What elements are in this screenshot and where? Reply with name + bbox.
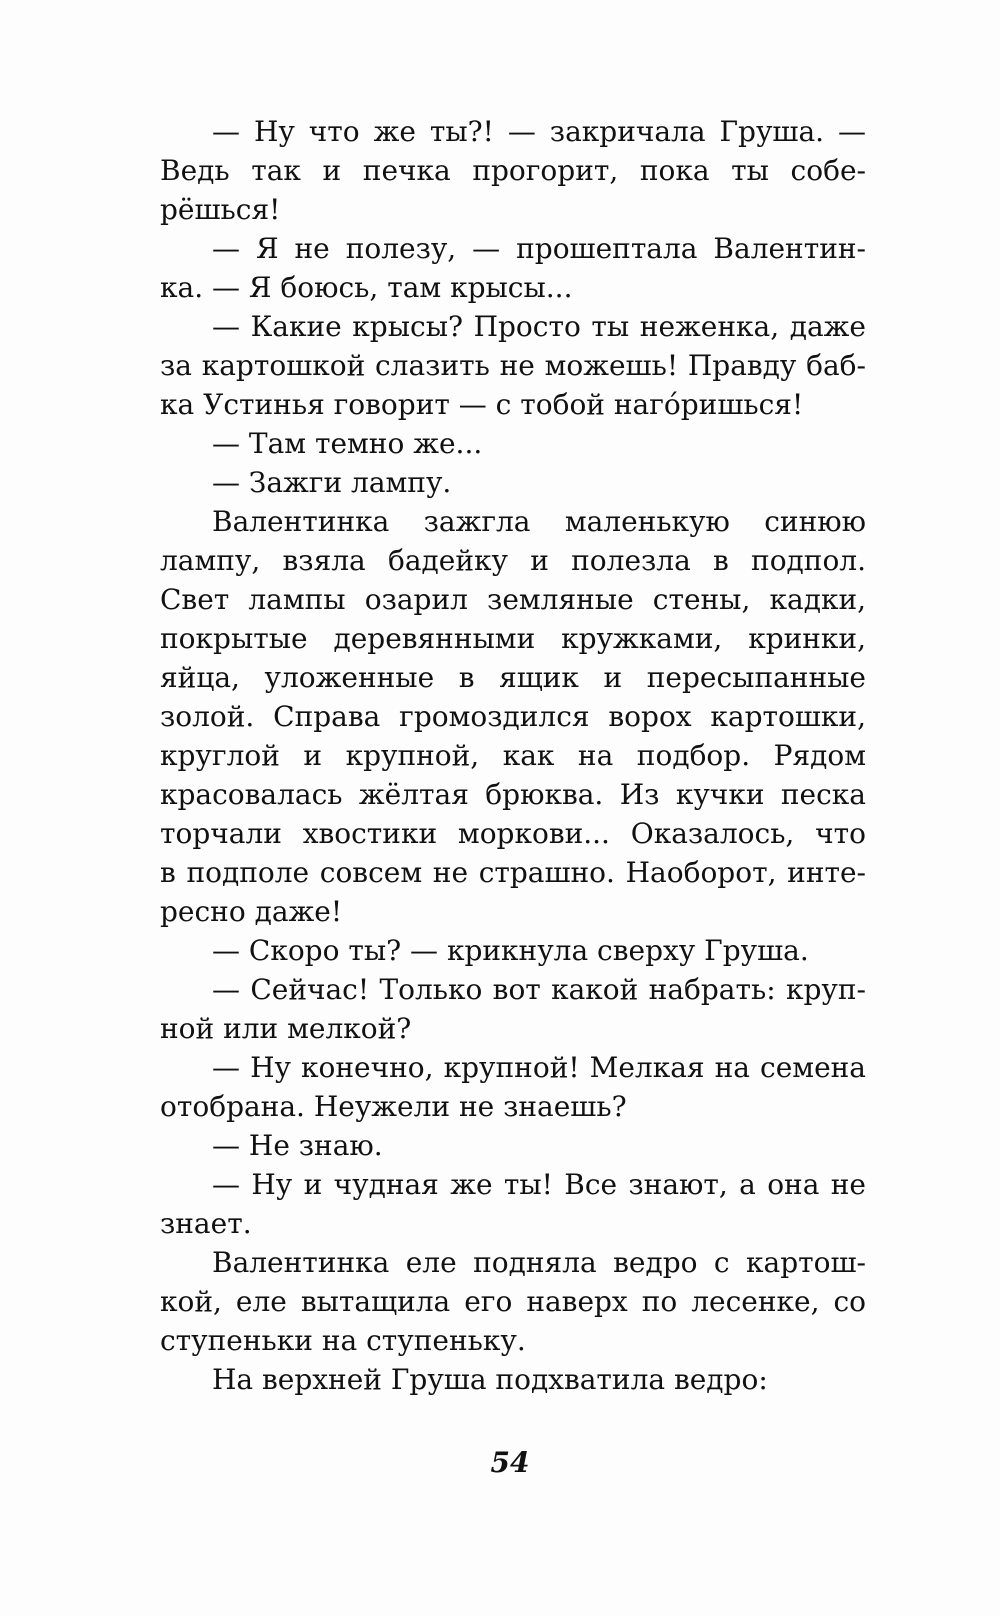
text-line: На верхней Груша подхватила ведро:: [212, 1363, 768, 1396]
text-line: — Зажги лампу.: [212, 466, 452, 499]
text-line: Валентинка зажгла маленькую синюю: [212, 505, 866, 538]
text-line: золой. Справа громоздился ворох картошки,: [160, 700, 866, 733]
text-line: — Скоро ты? — крикнула сверху Груша.: [212, 934, 809, 967]
page-text: [160, 112, 866, 1399]
text-line: ресно даже!: [160, 895, 343, 928]
text-line: Ведь так и печка прогорит, пока ты собе-: [160, 154, 866, 187]
text-line: — Там темно же...: [212, 427, 483, 460]
text-line: — Ну и чудная же ты! Все знают, а она не: [212, 1168, 866, 1201]
page-number: 54: [490, 1446, 530, 1479]
text-line: ной или мелкой?: [160, 1012, 412, 1045]
text-line: ступеньки на ступеньку.: [160, 1324, 526, 1357]
text-line: — Не знаю.: [212, 1129, 383, 1162]
text-line: кой, еле вытащила его наверх по лесенке, со: [160, 1285, 866, 1318]
text-line: Свет лампы озарил земляные стены, кадки,: [160, 583, 866, 616]
text-line: отобрана. Неужели не знаешь?: [160, 1090, 627, 1123]
text-line: красовалась жёлтая брюква. Из кучки песка: [160, 778, 866, 811]
text-line: знает.: [160, 1207, 252, 1240]
text-line: — Сейчас! Только вот какой набрать: круп-: [212, 973, 866, 1006]
text-line: ка. — Я боюсь, там крысы...: [160, 271, 573, 304]
text-line: лампу, взяла бадейку и полезла в подпол.: [160, 544, 866, 577]
text-line: — Ну конечно, крупной! Мелкая на семена: [212, 1051, 866, 1084]
text-line: в подполе совсем не страшно. Наоборот, инте-: [160, 856, 866, 889]
text-line: — Я не полезу, — прошептала Валентин-: [212, 232, 866, 265]
text-line: круглой и крупной, как на подбор. Рядом: [160, 739, 866, 772]
text-line: за картошкой слазить не можешь! Правду баб-: [160, 349, 866, 382]
text-line: Валентинка еле подняла ведро с картош-: [212, 1246, 866, 1279]
text-line: покрытые деревянными кружками, кринки,: [160, 622, 866, 655]
text-line: — Какие крысы? Просто ты неженка, даже: [212, 310, 866, 343]
text-line: торчали хвостики моркови... Оказалось, что: [160, 817, 866, 850]
text-line: рёшься!: [160, 193, 281, 226]
text-line: ка Устинья говорит — с тобой нагóришься!: [160, 388, 804, 421]
text-line: — Ну что же ты?! — закричала Груша. —: [212, 115, 866, 148]
text-line: яйца, уложенные в ящик и пересыпанные: [160, 661, 866, 694]
